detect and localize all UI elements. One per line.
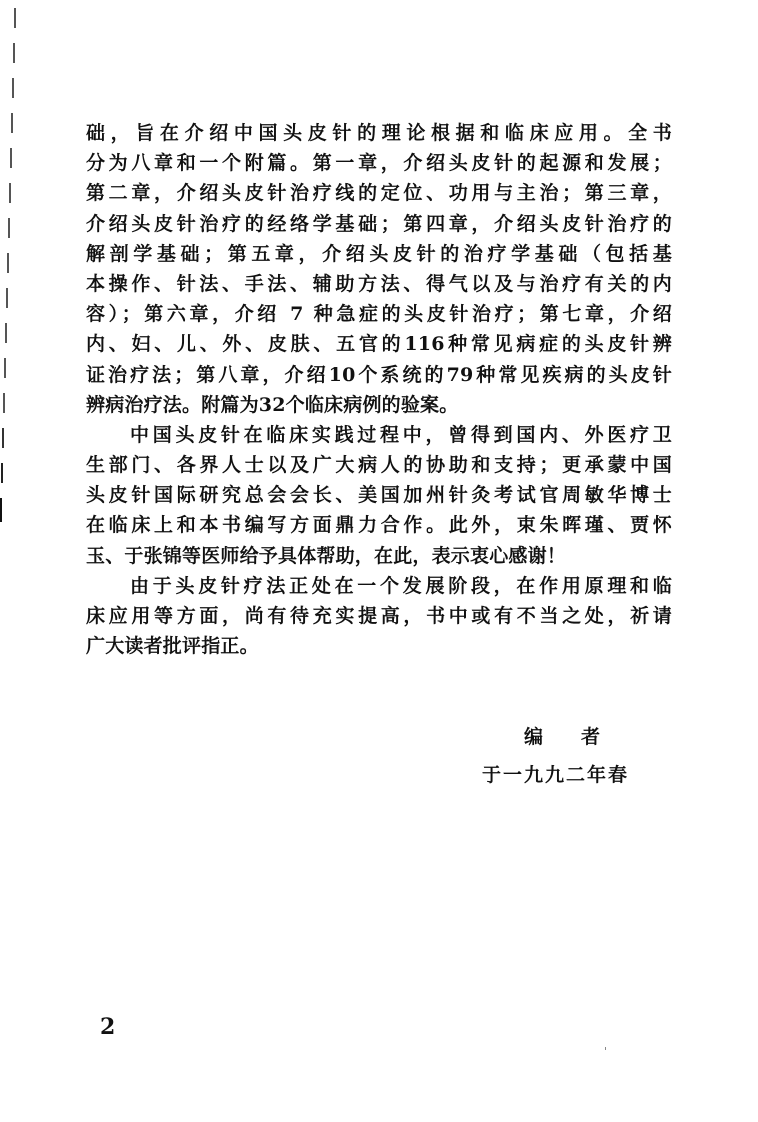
text-line: 础，旨在介绍中国头皮针的理论根据和临床应用。全书	[86, 122, 672, 144]
binding-mark	[7, 253, 9, 273]
text-line: 广大读者批评指正。	[86, 635, 259, 658]
binding-mark	[2, 428, 4, 448]
text-line: 容）；第六章，介绍 7 种急症的头皮针治疗；第七章，介绍	[86, 303, 672, 326]
text-line: 本操作、针法、手法、辅助方法、得气以及与治疗有关的内	[86, 272, 672, 295]
page-number: 2	[100, 1014, 116, 1040]
text-line: 内、妇、儿、外、皮肤、五官的116种常见病症的头皮针辨	[86, 333, 672, 356]
text-line: 头皮针国际研究总会会长、美国加州针灸考试官周敏华博士	[86, 484, 672, 507]
binding-mark	[10, 148, 12, 168]
signature-date: 于一九九二年春	[482, 764, 630, 786]
text-line: 证治疗法；第八章，介绍10个系统的79种常见疾病的头皮针	[86, 363, 672, 386]
binding-mark	[9, 183, 11, 203]
binding-mark	[3, 393, 5, 413]
text-line: 分为八章和一个附篇。第一章，介绍头皮针的起源和发展；	[86, 152, 672, 175]
text-line: 第二章，介绍头皮针治疗线的定位、功用与主治；第三章，	[86, 182, 672, 205]
binding-mark	[8, 218, 10, 238]
binding-mark	[11, 113, 13, 133]
binding-mark	[1, 463, 3, 483]
binding-mark	[4, 358, 6, 378]
binding-mark	[13, 43, 15, 63]
scan-speck	[605, 1047, 606, 1050]
text-line: 解剖学基础；第五章，介绍头皮针的治疗学基础（包括基	[86, 242, 672, 265]
binding-mark	[12, 78, 14, 98]
paragraph-book-overview	[86, 118, 672, 420]
text-line: 玉、于张锦等医师给予具体帮助，在此，表示衷心感谢！	[86, 544, 567, 567]
binding-mark	[6, 288, 8, 308]
text-line: 床应用等方面，尚有待充实提高，书中或有不当之处，祈请	[86, 605, 672, 627]
text-line: 生部门、各界人士以及广大病人的协助和支持；更承蒙中国	[86, 454, 672, 477]
text-line: 中国头皮针在临床实践过程中，曾得到国内、外医疗卫	[130, 423, 672, 446]
signature-author: 编者	[524, 726, 639, 748]
text-line: 介绍头皮针治疗的经络学基础；第四章，介绍头皮针治疗的	[86, 212, 672, 235]
text-line: 辨病治疗法。附篇为32个临床病例的验案。	[86, 393, 459, 416]
binding-mark	[5, 323, 7, 343]
preface-body	[86, 118, 672, 661]
binding-mark	[14, 8, 16, 28]
text-line: 由于头皮针疗法正处在一个发展阶段，在作用原理和临	[130, 574, 672, 597]
binding-mark	[0, 498, 2, 522]
paragraph-closing-request	[86, 571, 672, 662]
paragraph-acknowledgements	[86, 420, 672, 571]
text-line: 在临床上和本书编写方面鼎力合作。此外，束朱晖瑾、贾怀	[86, 514, 672, 537]
scan-binding-marks	[0, 0, 20, 560]
